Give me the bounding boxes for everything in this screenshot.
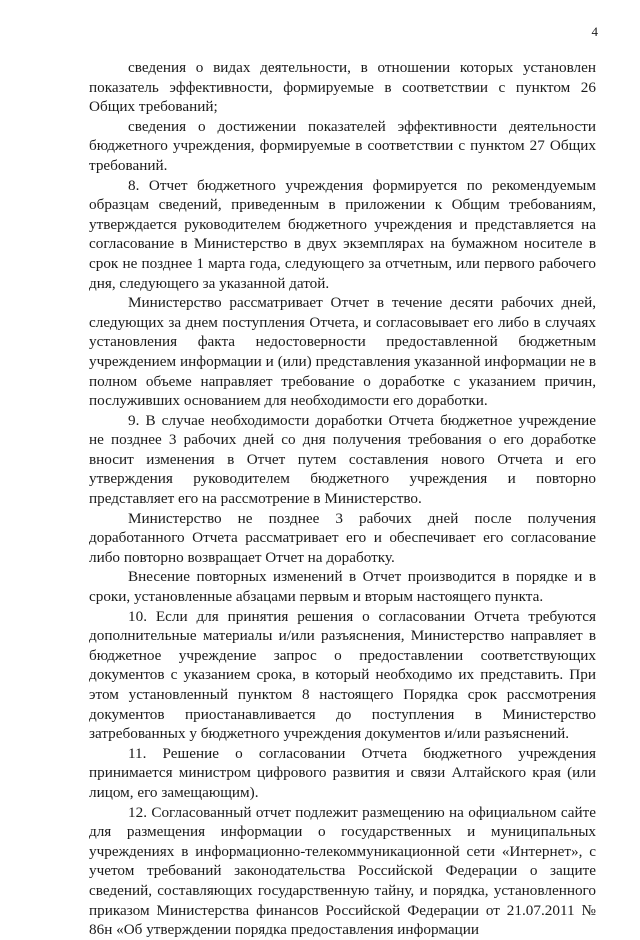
paragraph: 11. Решение о согласовании Отчета бюджетного учреждения принимается министром цифрового развития и связи Алтайского края (или лицом, его замещающим). <box>89 744 596 801</box>
page-number: 4 <box>591 24 598 39</box>
paragraph: 10. Если для принятия решения о согласовании Отчета требуются дополнительные материалы и/или разъяснения, Министерство направляет в бюджетное учреждение запрос о предоставлении соответствующих документов с указанием срока, в который необходимо их представить. При этом установленный пунктом 8 настоящего Порядка срок рассмотрения документов приостанавливается до поступления в Министерство затребованных у бюджетного учреждения документов и/или разъяснений. <box>89 607 596 743</box>
paragraph: Внесение повторных изменений в Отчет производится в порядке и в сроки, установленные абзацами первым и вторым настоящего пункта. <box>89 568 596 606</box>
document-body <box>89 58 596 940</box>
paragraph: Министерство не позднее 3 рабочих дней после получения доработанного Отчета рассматривает его и обеспечивает его согласование либо повторно возвращает Отчет на доработку. <box>89 509 596 566</box>
paragraph: сведения о видах деятельности, в отношении которых установлен показатель эффективности, формируемые в соответствии с пунктом 26 Общих требований; <box>89 59 596 116</box>
paragraph: 9. В случае необходимости доработки Отчета бюджетное учреждение не позднее 3 рабочих дней со дня получения требования о его доработке вносит изменения в Отчет путем составления нового Отчета и его утверждения руководителем бюджетного учреждения и повторно представляет его на рассмотрение в Министерство. <box>89 411 596 508</box>
paragraph: сведения о достижении показателей эффективности деятельности бюджетного учреждения, формируемые в соответствии с пунктом 27 Общих требований. <box>89 117 596 174</box>
paragraph: Министерство рассматривает Отчет в течение десяти рабочих дней, следующих за днем поступления Отчета, и согласовывает его либо в случаях установления факта недостоверности предоставленной бюджетным учреждением информации и (или) представления указанной информации не в полном объеме направляет требование о доработке с указанием причин, послуживших основанием для необходимости его доработки. <box>89 294 596 410</box>
paragraph: 12. Согласованный отчет подлежит размещению на официальном сайте для размещения информации о государственных и муниципальных учреждениях в информационно-телекоммуникационной сети «Интернет», с учетом требований законодательства Российской Федерации о защите сведений, составляющих государственную тайну, и порядка, установленного приказом Министерства финансов Российской Федерации от 21.07.2011 № 86н «Об утверждении порядка предоставления информации <box>89 803 596 939</box>
paragraph: 8. Отчет бюджетного учреждения формируется по рекомендуемым образцам сведений, приведенным в приложении к Общим требованиям, утверждается руководителем бюджетного учреждения и представляется на согласование в Министерство в двух экземплярах на бумажном носителе в срок не позднее 1 марта года, следующего за отчетным, или первого рабочего дня, следующего за указанной датой. <box>89 176 596 292</box>
